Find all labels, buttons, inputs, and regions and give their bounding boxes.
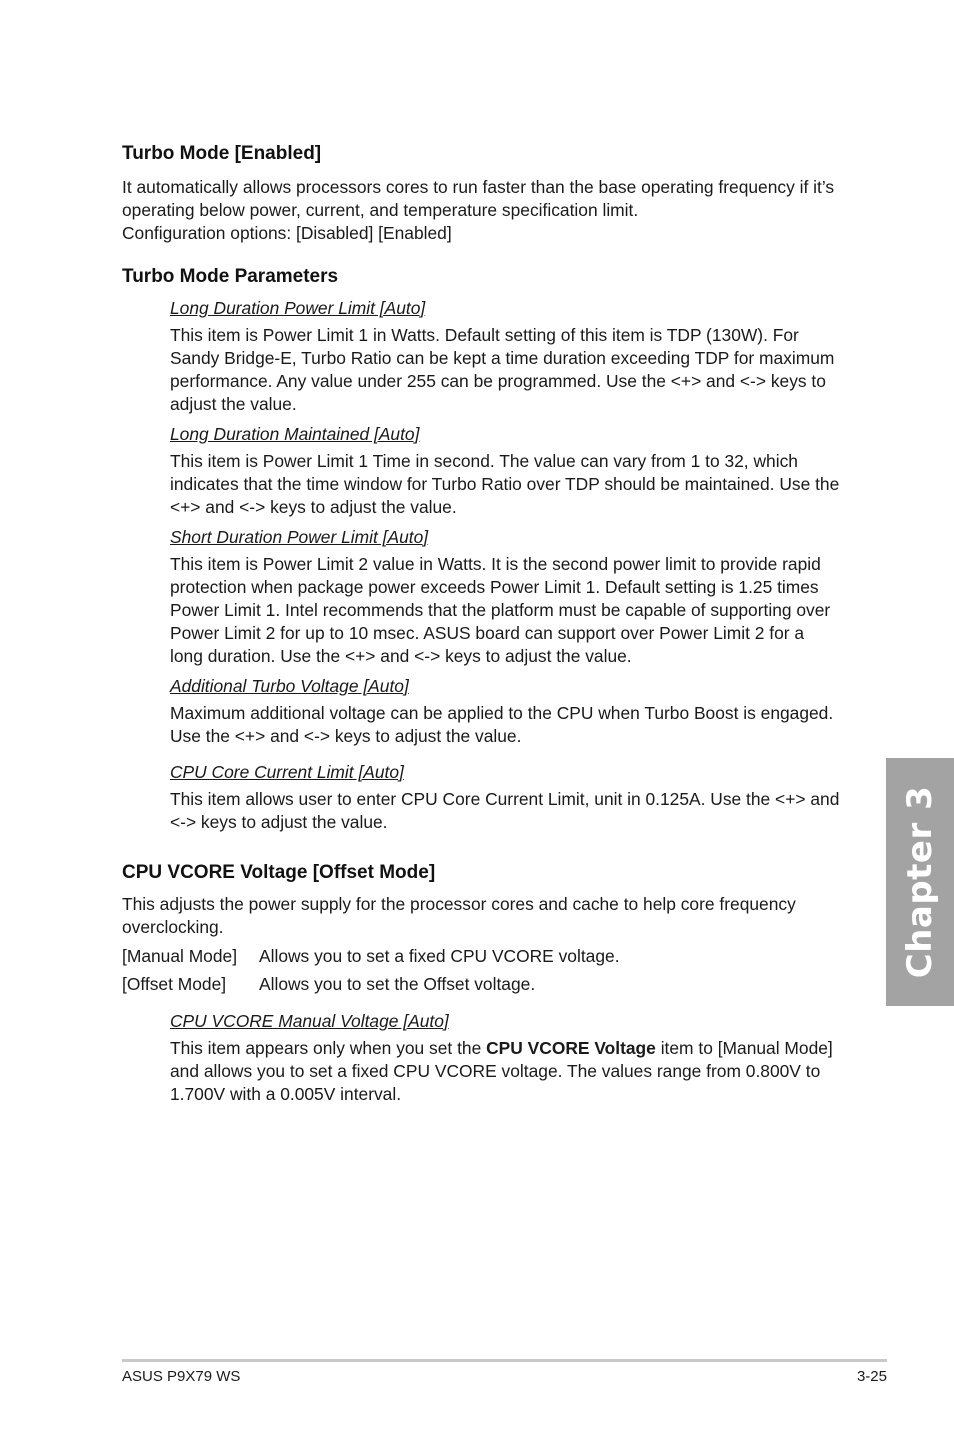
vcore-manual-block xyxy=(170,1010,840,1106)
param-label-cpu-core-current-limit: CPU Core Current Limit [Auto] xyxy=(170,762,404,782)
param-desc-short-duration-power: This item is Power Limit 2 value in Watts. It is the second power limit to provide rapid protection when package power exceeds Power Limit 1. Default setting is 1.25 times Power Limit 1. Intel recommends that the platform must be capable of supporting over Power Limit 2 for up to 10 msec. ASUS board can support over Power Limit 2 for a long duration. Use the <+> and <-> keys to adjust the value. xyxy=(170,554,831,666)
footer-divider xyxy=(122,1359,887,1362)
vcore-option-key: [Offset Mode] xyxy=(122,974,227,994)
vcore-option-offset xyxy=(122,973,840,996)
param-desc-cpu-core-current-limit: This item allows user to enter CPU Core Current Limit, unit in 0.125A. Use the <+> and <-> keys to adjust the value. xyxy=(170,789,840,832)
vcore-option-key: [Manual Mode] xyxy=(122,946,238,966)
param-desc-additional-turbo-voltage: Maximum additional voltage can be applied to the CPU when Turbo Boost is engaged. Use the <+> and <-> keys to adjust the value. xyxy=(170,703,834,746)
turbo-mode-description: It automatically allows processors cores to run faster than the base operating frequency if it’s operating below power, current, and temperature specification limit. xyxy=(122,177,835,220)
footer-product-name: ASUS P9X79 WS xyxy=(122,1368,241,1385)
vcore-option-value: Allows you to set the Offset voltage. xyxy=(259,974,536,994)
param-label-long-duration-power: Long Duration Power Limit [Auto] xyxy=(170,298,426,318)
desc-text: This item appears only when you set the xyxy=(170,1038,487,1058)
vcore-option-value: Allows you to set a fixed CPU VCORE voltage. xyxy=(259,946,620,966)
vcore-option-manual xyxy=(122,945,840,968)
vcore-manual-label: CPU VCORE Manual Voltage [Auto] xyxy=(170,1011,449,1031)
vcore-description: This adjusts the power supply for the processor cores and cache to help core frequency overclocking. xyxy=(122,894,796,937)
page-content xyxy=(122,142,840,1106)
param-label-additional-turbo-voltage: Additional Turbo Voltage [Auto] xyxy=(170,676,409,696)
turbo-params-heading: Turbo Mode Parameters xyxy=(122,266,339,287)
turbo-mode-heading: Turbo Mode [Enabled] xyxy=(122,143,322,164)
chapter-tab-label: Chapter 3 xyxy=(900,785,940,979)
turbo-params-list xyxy=(170,297,840,834)
param-label-short-duration-power: Short Duration Power Limit [Auto] xyxy=(170,527,429,547)
desc-text: item to [Manual Mode] and allows you to set a fixed CPU VCORE voltage. The values range from 0.800V to 1.700V with a 0.005V interval. xyxy=(170,1038,833,1104)
vcore-manual-description xyxy=(170,1037,840,1106)
param-label-long-duration-maintained: Long Duration Maintained [Auto] xyxy=(170,424,420,444)
param-desc-long-duration-power: This item is Power Limit 1 in Watts. Default setting of this item is TDP (130W). For Sandy Bridge-E, Turbo Ratio can be kept a time duration exceeding TDP for maximum performance. Any value under 255 can be programmed. Use the <+> and <-> keys to adjust the value. xyxy=(170,325,835,414)
vcore-heading: CPU VCORE Voltage [Offset Mode] xyxy=(122,862,436,883)
turbo-mode-config: Configuration options: [Disabled] [Enabled] xyxy=(122,223,452,243)
desc-bold-term: CPU VCORE Voltage xyxy=(486,1038,656,1058)
chapter-tab xyxy=(886,758,954,1006)
param-desc-long-duration-maintained: This item is Power Limit 1 Time in second. The value can vary from 1 to 32, which indicates that the time window for Turbo Ratio over TDP should be maintained. Use the <+> and <-> keys to adjust the value. xyxy=(170,451,840,517)
footer-page-number: 3-25 xyxy=(856,1368,887,1385)
